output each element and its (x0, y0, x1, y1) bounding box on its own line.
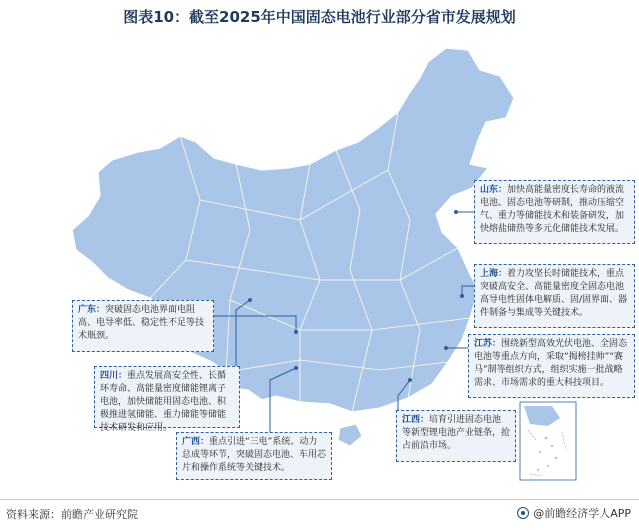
callout-guangdong-province: 广东： (78, 305, 106, 315)
south-china-sea-inset (520, 402, 576, 480)
callout-shanghai-text: 着力攻坚长时储能技术，重点突破高安全、高能量密度全固态电池高导电性固体电解质、固/固界面、器件制备与集成等关键技术。 (480, 269, 628, 318)
page-title: 图表10：截至2025年中国固态电池行业部分省市发展规划 (123, 8, 516, 26)
hainan-island (338, 424, 362, 446)
brand-watermark (517, 505, 631, 521)
callout-jiangsu-text: 围绕新型高效光伏电池、全固态电池等重点方向，采取“揭榜挂帅”“赛马”制等组织方式，组织实施一批战略需求、市场需求的重大科技项目。 (474, 339, 628, 388)
callout-guangdong (72, 300, 214, 352)
callout-sichuan (94, 366, 240, 433)
source-note: 资料来源：前瞻产业研究院 (6, 508, 138, 521)
callout-guangdong-text: 突破固态电池界面电阻高、电导率低、稳定性不足等技术瓶颈。 (78, 305, 205, 341)
callout-jiangsu-province: 江苏： (474, 339, 502, 349)
footer-divider (0, 499, 639, 500)
callout-guangxi-text: 重点引进“三电”系统、动力总成等环节，突破固态电池、车用芯片和操作系统等关键技术。 (182, 437, 327, 473)
brand-text: @前瞻经济学人APP (533, 507, 631, 520)
callout-sichuan-text: 重点发展高安全性、长循环寿命、高能量密度储能锂离子电池，加快储能用固态电池、积极推进氢储能、重力储能等储能技术研发和应用。 (100, 371, 227, 433)
callout-guangxi (176, 432, 332, 480)
callout-shanghai (474, 264, 635, 328)
callout-sichuan-province: 四川： (100, 371, 128, 381)
callout-jiangsu (468, 334, 635, 398)
callout-shandong (474, 180, 635, 244)
china-mainland-shape (72, 48, 514, 412)
callout-shandong-text: 加快高能量密度长寿命的液流电池、固态电池等研制，推动压缩空气、重力等储能技术和装备研发，加快熔盐储热等多元化储能技术发展。 (480, 185, 625, 234)
callout-jiangxi-text: 培育引进固态电池等新型锂电池产业链条，抢占前沿市场。 (402, 415, 511, 451)
callout-jiangxi (396, 410, 516, 462)
callout-shanghai-province: 上海： (480, 269, 508, 279)
callout-guangxi-province: 广西： (182, 437, 210, 447)
callout-shandong-province: 山东： (480, 185, 508, 195)
brand-logo-icon (517, 507, 529, 519)
callout-jiangxi-province: 江西： (402, 415, 430, 425)
